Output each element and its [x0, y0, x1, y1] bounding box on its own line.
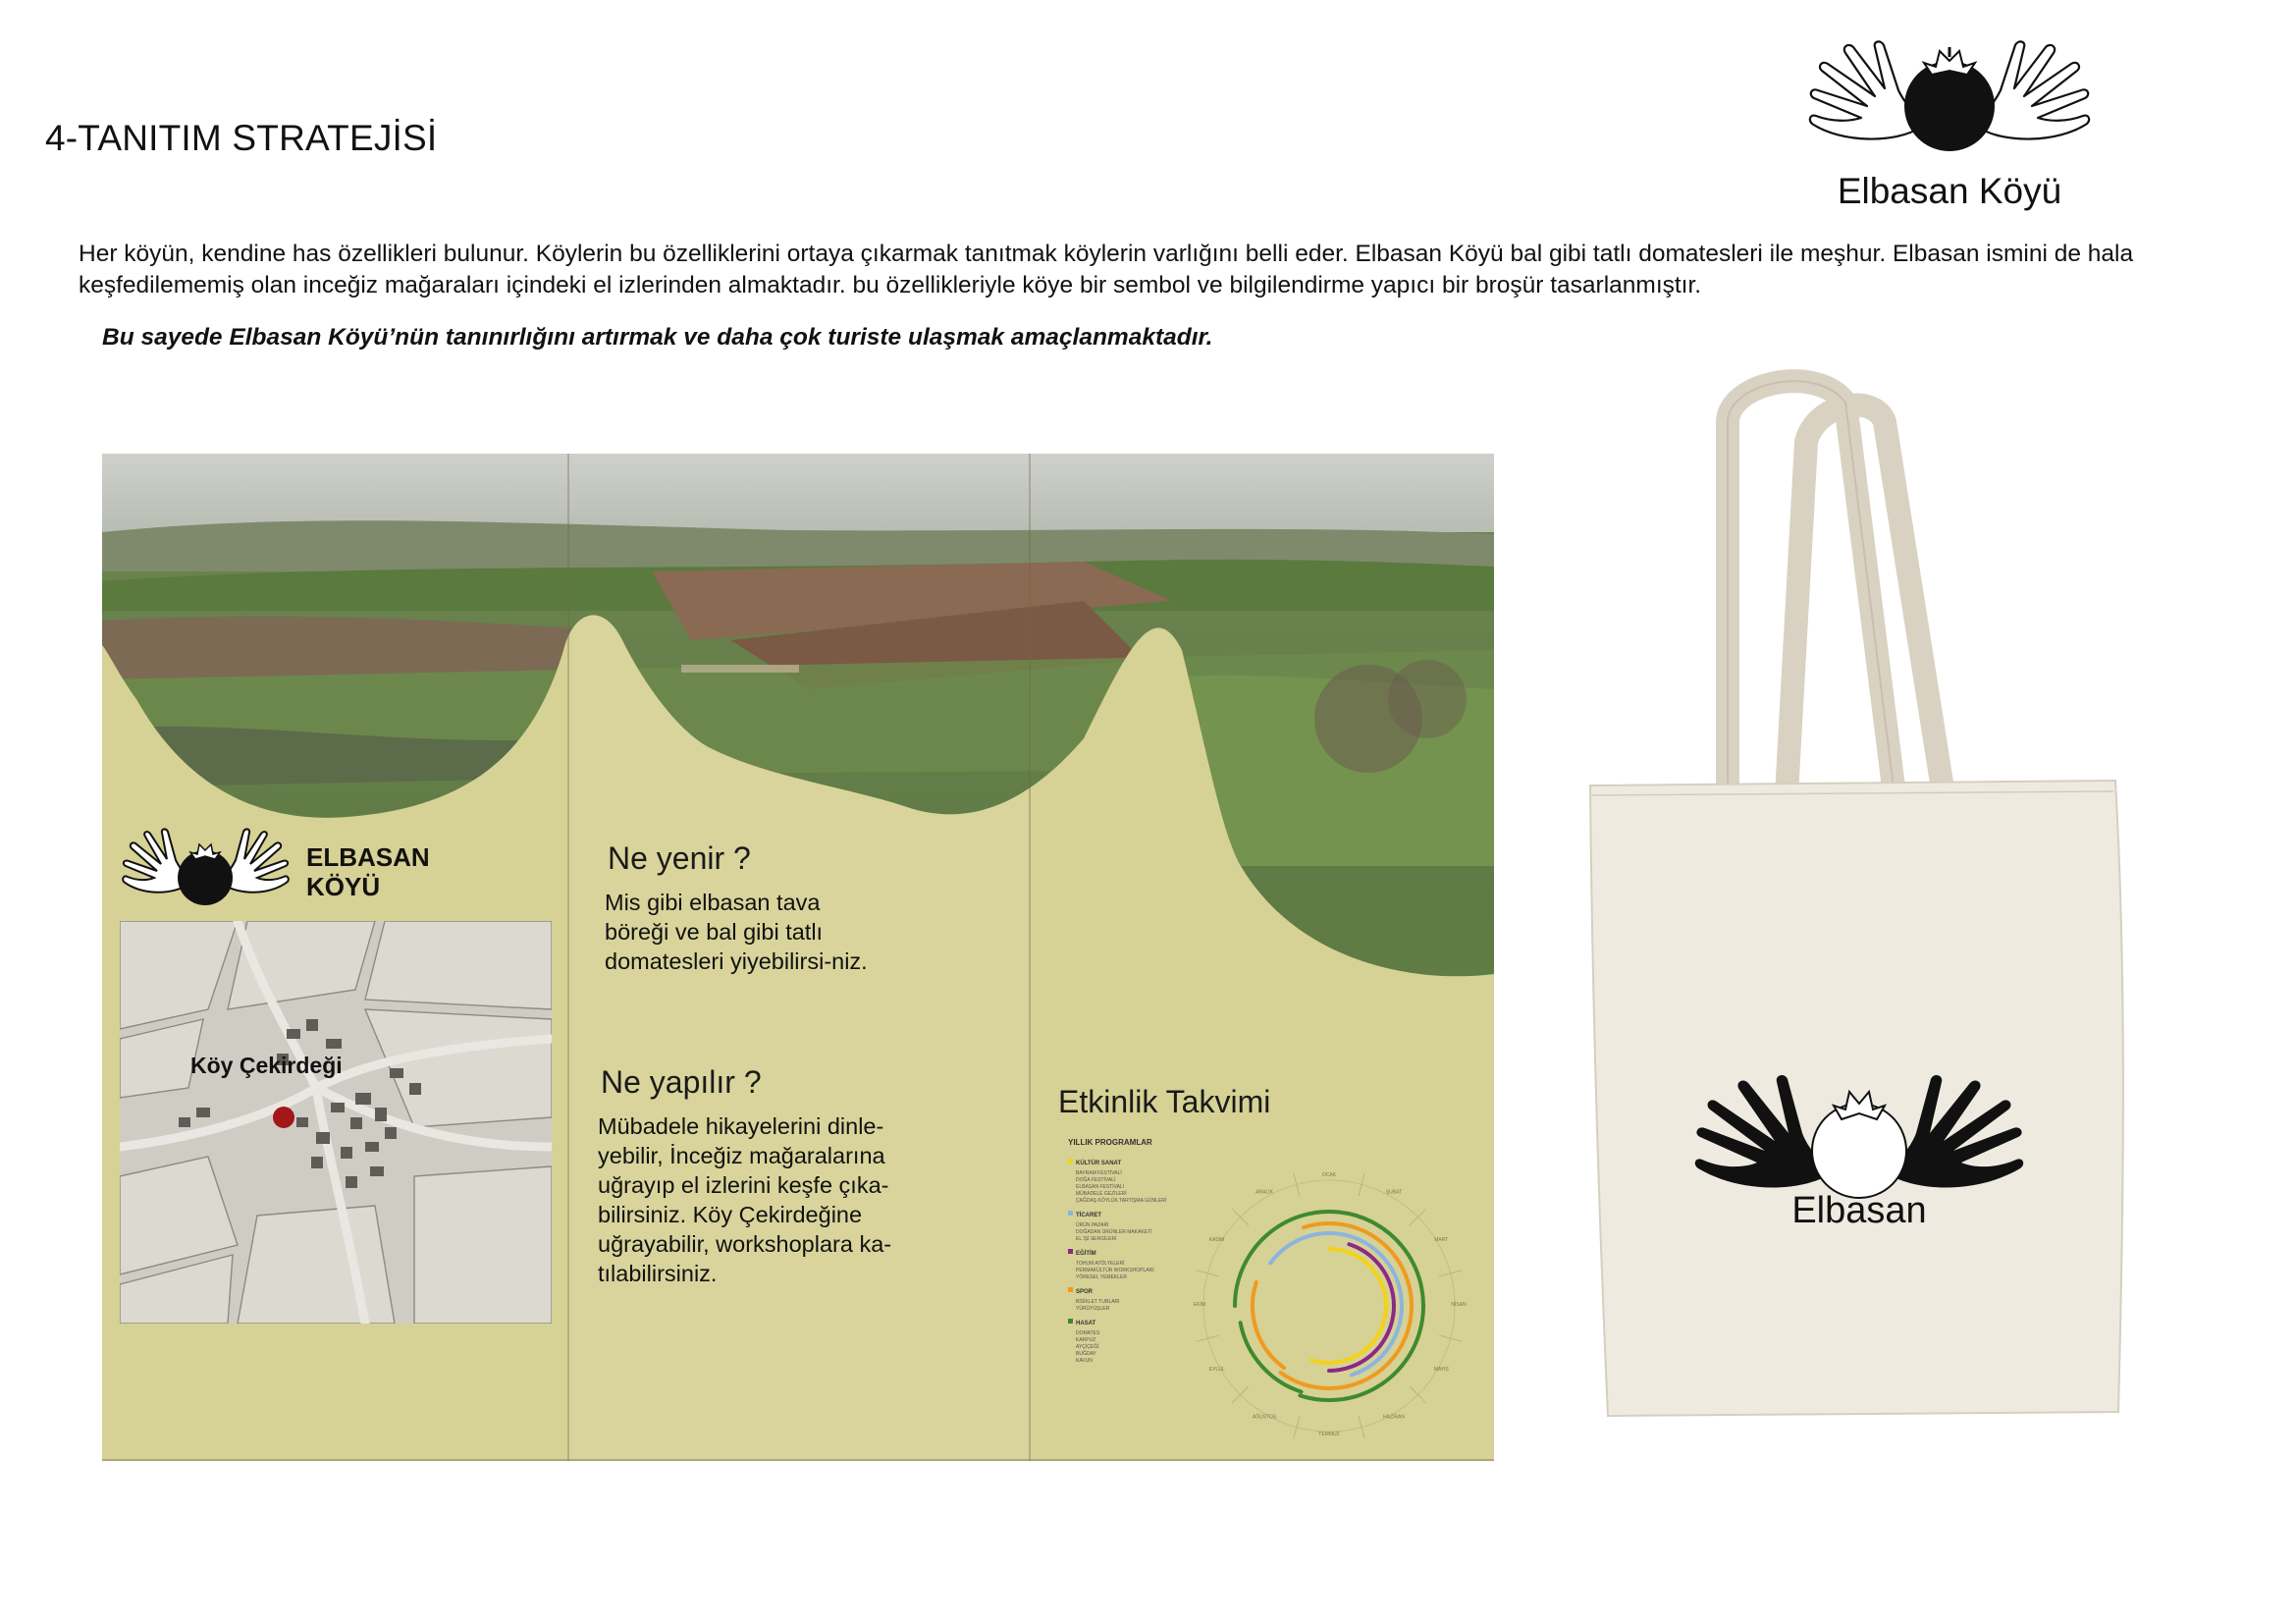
map-label: Köy Çekirdeği	[190, 1053, 343, 1078]
calendar-legend-item: MÜBADELE GEZİLERİ	[1076, 1191, 1127, 1197]
calendar-legend-item: KARPUZ	[1076, 1337, 1096, 1343]
calendar-legend-item: EL İŞİ SERGİLERİ	[1076, 1236, 1117, 1242]
calendar-month-label: EKİM	[1193, 1302, 1206, 1308]
page-title: 4-TANITIM STRATEJİSİ	[45, 118, 438, 158]
calendar-month-divider	[1294, 1416, 1300, 1438]
calendar-legend-swatch	[1068, 1287, 1073, 1292]
village-map	[120, 921, 552, 1324]
calendar-event-arc	[1270, 1233, 1402, 1375]
calendar-month-label: EYLÜL	[1208, 1367, 1225, 1373]
calendar-legend-item: YÜRÜYÜŞLER	[1076, 1306, 1110, 1312]
slogan: Bu sayede Elbasan Köyü’nün tanınırlığını artırmak ve daha çok turiste ulaşmak amaçlanmaktadır.	[102, 324, 1213, 351]
event-calendar-chart	[1054, 1131, 1486, 1455]
calendar-legend-swatch	[1068, 1159, 1073, 1164]
calendar-legend-heading: YILLIK PROGRAMLAR	[1068, 1138, 1152, 1147]
calendar-legend-group: KÜLTÜR SANAT	[1076, 1161, 1122, 1166]
calendar-month-divider	[1359, 1416, 1364, 1438]
calendar-legend-item: KAVUN	[1076, 1358, 1093, 1364]
logo-top-name: Elbasan Köyü	[1837, 171, 2062, 211]
activity-heading: Ne yapılır ?	[601, 1064, 762, 1100]
calendar-month-label: ŞUBAT	[1385, 1189, 1403, 1196]
activity-text: Mübadele hikayelerini dinle-yebilir, İnceğiz mağaralarına uğrayıp el izlerini keşfe çıka-bilirsiniz. Köy Çekirdeğine uğrayabilir, workshoplara ka-tılabilirsiniz.	[598, 1113, 892, 1286]
calendar-event-arc	[1311, 1249, 1386, 1363]
calendar-legend-item: TOHUM ATÖLYELERİ	[1076, 1261, 1125, 1267]
calendar-event-arc	[1253, 1282, 1284, 1368]
calendar-month-label: ARALIK	[1255, 1189, 1273, 1196]
calendar-month-divider	[1197, 1335, 1219, 1341]
calendar-month-divider	[1359, 1173, 1364, 1196]
calendar-month-divider	[1294, 1173, 1300, 1196]
tote-brand-text: Elbasan	[1791, 1190, 1927, 1231]
food-heading: Ne yenir ?	[608, 840, 751, 876]
calendar-month-divider	[1197, 1271, 1219, 1276]
hands-tomato-logo-icon	[1802, 33, 2097, 161]
calendar-legend-item: YÖRESEL YEMEKLER	[1076, 1274, 1127, 1280]
calendar-month-label: HAZİRAN	[1383, 1414, 1405, 1421]
calendar-month-label: OCAK	[1321, 1172, 1337, 1178]
calendar-month-divider	[1439, 1335, 1462, 1341]
calendar-legend-group: TİCARET	[1076, 1213, 1101, 1218]
calendar-legend-item: ELBASAN FESTİVALİ	[1076, 1184, 1125, 1190]
tote-logo-icon	[1682, 1066, 2036, 1209]
calendar-legend-swatch	[1068, 1249, 1073, 1254]
calendar-month-label: NİSAN	[1451, 1302, 1467, 1308]
calendar-month-divider	[1439, 1271, 1462, 1276]
calendar-month-label: AĞUSTOS	[1252, 1414, 1277, 1421]
calendar-legend-item: BİSİKLET TURLARI	[1076, 1299, 1120, 1305]
calendar-legend-item: PERMAKÜLTÜR WORKSHOPLARI	[1076, 1268, 1154, 1273]
calendar-legend-swatch	[1068, 1211, 1073, 1216]
calendar-month-label: KASIM	[1208, 1237, 1225, 1243]
calendar-legend-item: ÜRÜN PAZARI	[1076, 1222, 1109, 1228]
calendar-legend-group: HASAT	[1076, 1321, 1096, 1326]
food-text: Mis gibi elbasan tava böreği ve bal gibi tatlı domatesleri yiyebilirsi-niz.	[605, 890, 868, 974]
calendar-legend-item: BAYRAM FESTİVALİ	[1076, 1170, 1122, 1176]
calendar-legend-item: DOMATES	[1076, 1330, 1100, 1336]
calendar-legend-item: ÇAĞDAŞ KÖYLÜK TARTIŞMA GÜNLERİ	[1076, 1198, 1167, 1204]
calendar-legend-group: SPOR	[1076, 1289, 1094, 1295]
calendar-event-arc	[1281, 1223, 1412, 1388]
intro-paragraph: Her köyün, kendine has özellikleri bulunur. Köylerin bu özelliklerini ortaya çıkarmak tanıtmak köylerin varlığını belli eder. Elbasan Köyü bal gibi tatlı domatesleri ile meşhur. Elbasan ismini de hala keşfedilememiş olan inceğiz mağaraları içindeki el izlerinden almaktadır. bu özellikleriyle köye bir sembol ve bilgilendirme yapıcı bir broşür tasarlanmıştır.	[79, 241, 2134, 298]
brochure-logo-line2: KÖYÜ	[306, 872, 381, 901]
calendar-legend-item: DOĞA FESTİVALİ	[1076, 1177, 1116, 1183]
calendar-month-label: TEMMUZ	[1318, 1432, 1340, 1437]
calendar-title: Etkinlik Takvimi	[1058, 1084, 1271, 1119]
calendar-legend-item: DOĞADAN ÜRÜNLER MAKAKETİ	[1076, 1229, 1152, 1235]
calendar-legend-item: AYÇİÇEĞİ	[1076, 1344, 1099, 1350]
tote-bag-image	[1580, 363, 2140, 1463]
calendar-legend-group: EĞİTİM	[1076, 1251, 1096, 1257]
brochure-logo-name	[306, 842, 430, 901]
brochure-logo-icon	[120, 825, 292, 913]
calendar-month-label: MART	[1434, 1237, 1449, 1243]
brochure-logo-line1: ELBASAN	[306, 842, 430, 872]
calendar-legend-swatch	[1068, 1319, 1073, 1324]
brochure	[102, 454, 1494, 1461]
calendar-month-label: MAYIS	[1433, 1367, 1449, 1373]
village-core-marker	[273, 1107, 294, 1128]
calendar-legend-item: BUĞDAY	[1076, 1351, 1096, 1357]
